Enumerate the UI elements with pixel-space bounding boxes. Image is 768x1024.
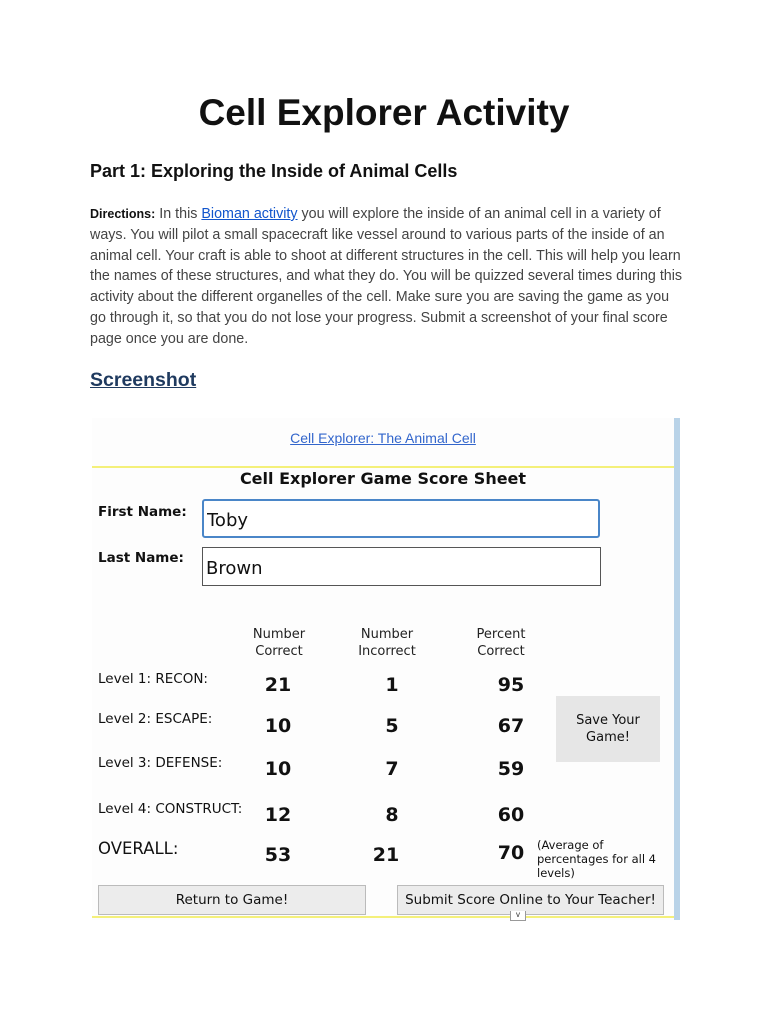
level-1-incorrect: 1 [385,674,399,696]
score-sheet-title: Cell Explorer Game Score Sheet [239,469,527,488]
first-name-label: First Name: [98,504,187,520]
chevron-down-icon[interactable]: v [510,911,526,921]
level-3-correct: 10 [264,758,292,780]
part-heading: Part 1: Exploring the Inside of Animal Cells [90,161,458,181]
directions-paragraph [90,204,685,350]
level-1-percent: 95 [497,674,525,696]
column-header-line: Correct [255,644,303,659]
bioman-activity-link[interactable]: Bioman activity [201,206,298,222]
submit-score-button[interactable]: Submit Score Online to Your Teacher! [397,885,664,915]
screenshot-heading: Screenshot [90,369,197,391]
level-4-incorrect: 8 [385,804,399,826]
level-2-incorrect: 5 [385,715,399,737]
level-2-correct: 10 [264,715,292,737]
level-4-correct: 12 [264,804,292,826]
directions-label: Directions: [90,207,156,221]
overall-correct: 53 [264,844,292,866]
level-1-correct: 21 [264,674,292,696]
frame-divider-top [92,466,674,468]
save-game-button[interactable]: Save Your Game! [556,696,660,762]
directions-text-pre: In this [155,206,202,222]
column-header-number-incorrect [342,626,432,660]
level-1-label: Level 1: RECON: [98,671,208,687]
level-3-incorrect: 7 [385,758,399,780]
level-3-label: Level 3: DEFENSE: [98,755,223,771]
level-2-label: Level 2: ESCAPE: [98,711,213,727]
column-header-line: Correct [477,644,525,659]
first-name-input[interactable] [202,499,600,538]
level-4-percent: 60 [497,804,525,826]
frame-divider-bottom [92,916,674,918]
level-3-percent: 59 [497,758,525,780]
column-header-line: Percent [476,627,526,642]
column-header-line: Number [252,627,306,642]
last-name-label: Last Name: [98,550,184,566]
level-4-label: Level 4: CONSTRUCT: [98,801,243,817]
directions-text-post: you will explore the inside of an animal cell in a variety of ways. You will pilot a small spacecraft like vessel around to various parts of the inside of an animal cell. Your craft is able to shoot at different structures in the cell. This will help you learn the names of these structures, and what they do. You will be quizzed several times during this activity about the different organelles of the cell. Make sure you are saving the game as you go through it, so that you do not lose your progress. Submit a screenshot of your final score page once you are done. [90,206,683,347]
column-header-line: Incorrect [358,644,416,659]
overall-label: OVERALL: [98,839,179,858]
overall-percent: 70 [497,842,525,864]
overall-note: (Average of percentages for all 4 levels) [537,838,656,880]
column-header-number-correct [234,626,324,660]
document-title: Cell Explorer Activity [198,92,570,133]
overall-incorrect: 21 [372,844,400,866]
game-title-link[interactable]: Cell Explorer: The Animal Cell [290,430,476,446]
level-2-percent: 67 [497,715,525,737]
frame-scrollbar-edge [674,418,680,920]
column-header-line: Number [360,627,414,642]
last-name-input[interactable] [202,547,601,586]
return-to-game-button[interactable]: Return to Game! [98,885,366,915]
column-header-percent-correct [456,626,546,660]
